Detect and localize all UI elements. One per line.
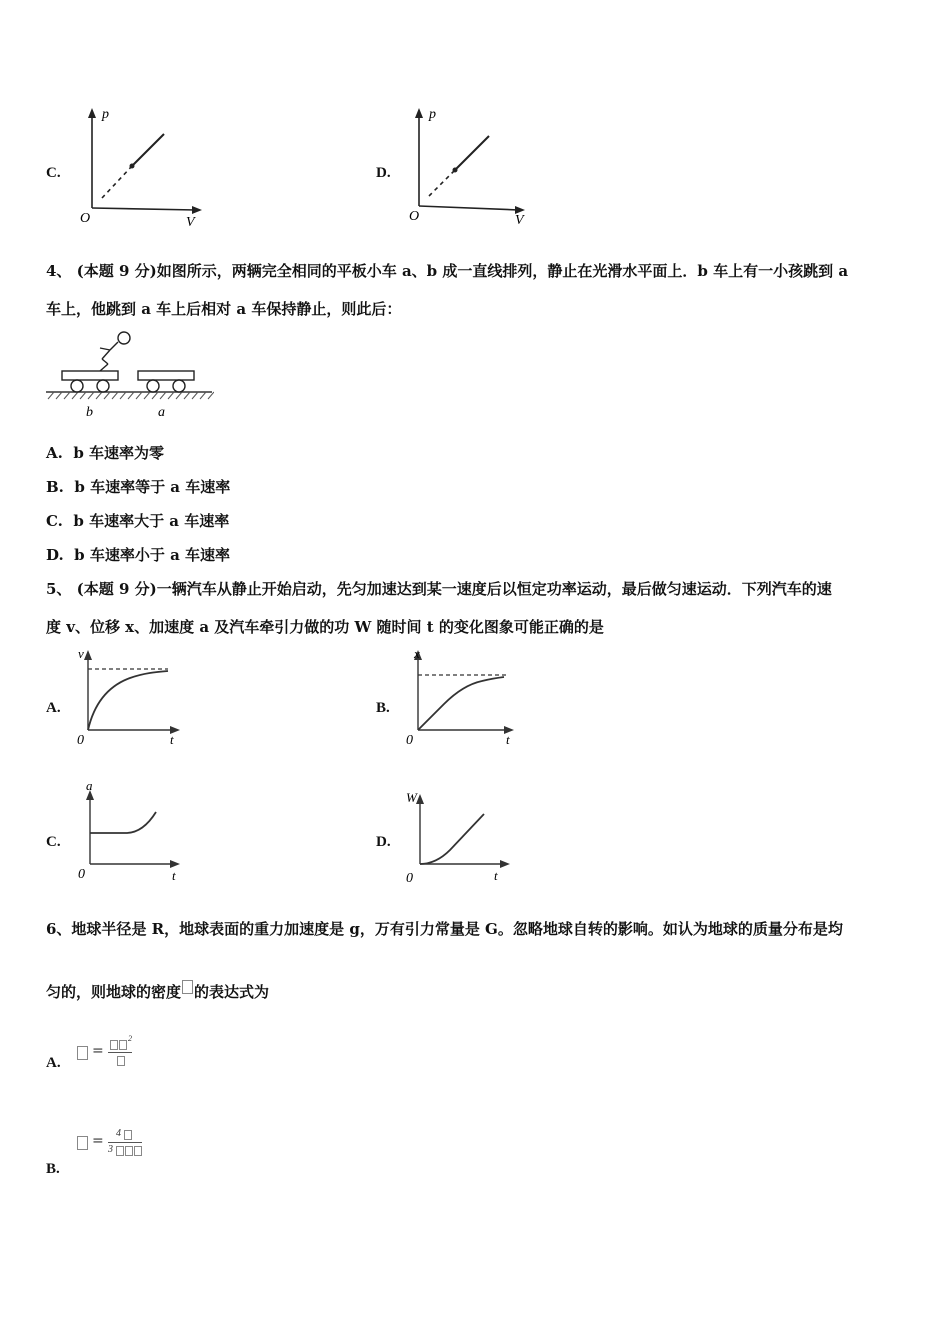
y-axis-arrow <box>84 650 92 660</box>
q4-option-d[interactable] <box>46 544 230 565</box>
option-text: b 车速率小于 a 车速率 <box>74 546 231 564</box>
graph-line <box>455 136 489 170</box>
q5-option-a-label: A. <box>46 700 61 716</box>
dashed-extension <box>429 170 455 196</box>
denominator-digit: 3 <box>108 1144 113 1155</box>
x-axis-arrow <box>170 860 180 868</box>
q4-stem-line1: 4、 (本题 9 分)如图所示，两辆完全相同的平板小车 a、b 成一直线排列，静止在光滑水平面上．b 车上有一小孩跳到 a <box>46 262 849 280</box>
origin-label: 0 <box>406 871 413 886</box>
q6-stem-line2-end: 的表达式为 <box>194 983 270 1001</box>
y-axis-arrow <box>88 108 96 118</box>
option-label: C. <box>46 512 63 530</box>
y-axis-label: W <box>406 790 417 805</box>
option-text: b 车速率等于 a 车速率 <box>74 478 231 496</box>
q6-stem-line1: 6、地球半径是 R，地球表面的重力加速度是 g，万有引力常量是 G。忽略地球自转的影响。如认为地球的质量分布是均 <box>46 920 843 938</box>
graph-curve <box>420 814 484 864</box>
fraction-bar <box>108 1052 132 1053</box>
x-axis-arrow <box>192 206 202 214</box>
y-axis-label: x <box>414 646 420 661</box>
graph-curve <box>88 671 168 730</box>
cart-a-platform <box>138 371 194 380</box>
q6-stem-line2 <box>46 980 269 1002</box>
y-axis-arrow <box>416 794 424 804</box>
x-axis <box>92 208 196 210</box>
graph-curve <box>90 812 156 833</box>
y-axis-label: a <box>86 778 93 793</box>
graph-point <box>453 168 458 173</box>
cart-b-label: b <box>86 405 93 420</box>
q5-graph-a <box>72 644 192 748</box>
origin-label: 0 <box>406 733 413 748</box>
q4-option-b[interactable] <box>46 476 230 497</box>
q5-graph-c <box>72 778 192 884</box>
q6-option-b-label: B. <box>46 1161 60 1177</box>
q6-option-a-label: A. <box>46 1055 61 1071</box>
graph-line <box>132 134 164 166</box>
origin-label: 0 <box>78 867 85 882</box>
numerator-digit: 4 <box>116 1128 121 1139</box>
cart-b-platform <box>62 371 118 380</box>
exponent: 2 <box>128 1034 132 1043</box>
origin-label: 0 <box>77 733 84 748</box>
missing-glyph-box <box>134 1146 142 1156</box>
y-axis-label: p <box>102 107 109 122</box>
q3-graph-c <box>78 104 208 232</box>
q5-option-d-label: D. <box>376 834 391 850</box>
option-text: b 车速率为零 <box>73 444 165 462</box>
x-axis <box>419 206 519 210</box>
graph-curve <box>418 677 504 730</box>
x-axis-label: t <box>172 868 176 883</box>
q4-stem-line2: 车上，他跳到 a 车上后相对 a 车保持静止，则此后： <box>46 300 402 318</box>
q3-option-c-label: C. <box>46 165 61 181</box>
q6-option-a-formula <box>76 1034 146 1072</box>
option-label: B. <box>46 478 64 496</box>
q5-stem-line2: 度 v、位移 x、加速度 a 及汽车牵引力做的功 W 随时间 t 的变化图象可能正确的是 <box>46 618 604 636</box>
missing-glyph-box <box>77 1046 88 1060</box>
y-axis-label: v <box>78 646 84 661</box>
q5-graph-d <box>402 786 518 886</box>
dashed-extension <box>102 166 132 198</box>
x-axis-arrow <box>500 860 510 868</box>
child-figure <box>100 332 130 371</box>
option-label: A. <box>46 444 63 462</box>
option-label: D. <box>46 546 64 564</box>
missing-glyph-box <box>116 1146 124 1156</box>
x-axis-label: t <box>506 732 510 747</box>
x-axis-label: t <box>494 868 498 883</box>
y-axis-arrow <box>415 108 423 118</box>
equals-sign: = <box>92 1133 104 1149</box>
q6-option-b-formula <box>76 1130 156 1160</box>
x-axis-label: V <box>186 215 195 230</box>
q4-option-c[interactable] <box>46 510 229 531</box>
cart-b-wheel <box>71 380 83 392</box>
q4-cart-figure <box>44 326 214 422</box>
ground-hatching <box>48 392 214 399</box>
cart-a-wheel <box>147 380 159 392</box>
x-axis-label: t <box>170 732 174 747</box>
origin-label: O <box>80 211 91 226</box>
q5-stem-line1: 5、 (本题 9 分)一辆汽车从静止开始启动，先匀加速达到某一速度后以恒定功率运动，最后做匀速运动．下列汽车的速 <box>46 580 832 598</box>
missing-glyph-box <box>110 1040 118 1050</box>
missing-glyph-box <box>125 1146 133 1156</box>
x-axis-label: V <box>515 213 524 228</box>
cart-a-wheel <box>173 380 185 392</box>
equals-sign: = <box>92 1043 104 1059</box>
missing-glyph-box <box>119 1040 127 1050</box>
cart-a-label: a <box>158 405 165 420</box>
missing-glyph-box <box>77 1136 88 1150</box>
q3-graph-d <box>403 104 533 232</box>
origin-label: O <box>409 209 420 224</box>
missing-glyph-box <box>117 1056 125 1066</box>
q4-option-a[interactable] <box>46 442 164 463</box>
cart-b-wheel <box>97 380 109 392</box>
missing-glyph-box <box>124 1130 132 1140</box>
q5-option-c-label: C. <box>46 834 61 850</box>
y-axis-label: p <box>429 107 436 122</box>
q5-graph-b <box>402 644 522 748</box>
q6-stem-line2-start: 匀的，则地球的密度 <box>46 983 182 1001</box>
option-text: b 车速率大于 a 车速率 <box>73 512 230 530</box>
fraction-bar <box>108 1142 142 1143</box>
q3-option-d-label: D. <box>376 165 391 181</box>
q5-option-b-label: B. <box>376 700 390 716</box>
graph-point <box>130 164 135 169</box>
missing-glyph-box <box>182 980 193 994</box>
